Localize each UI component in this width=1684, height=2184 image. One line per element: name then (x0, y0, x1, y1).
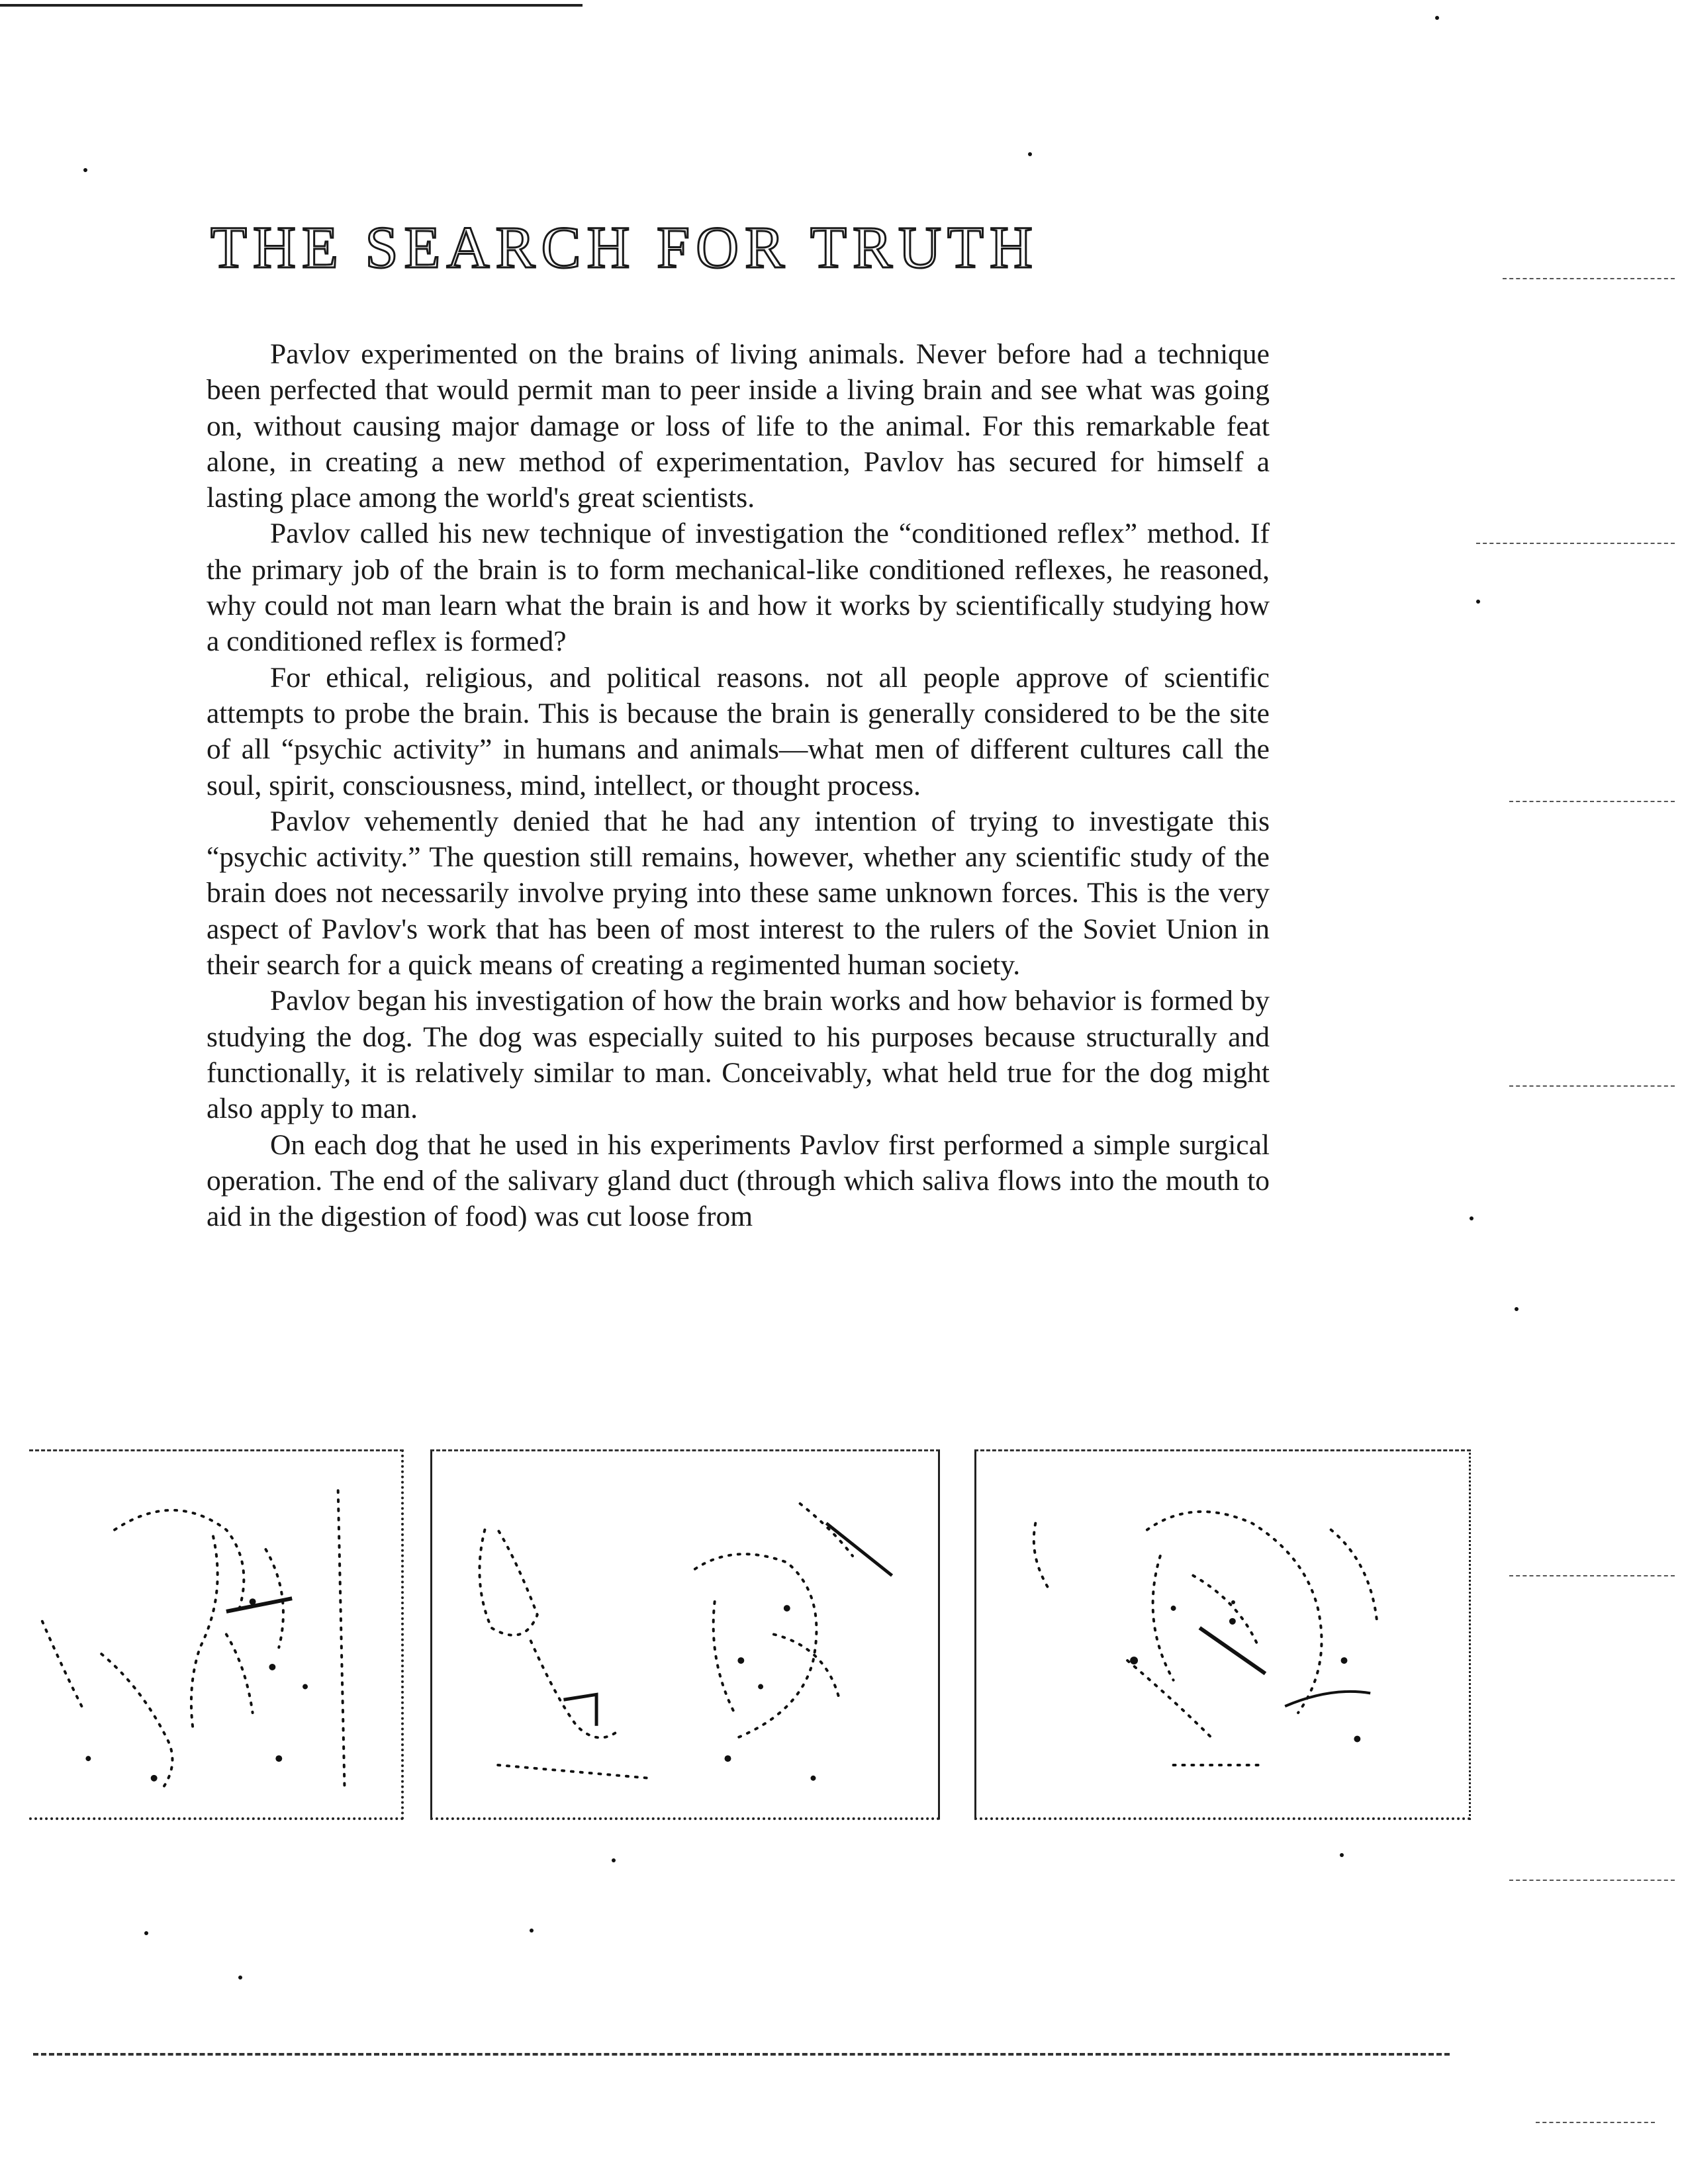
paragraph: Pavlov experimented on the brains of living animals. Never before had a technique been perfected that would permit man to peer inside a living brain and see what was going on, without causing major damage or loss of life to the animal. For this remarkable feat alone, in creating a new method of experimentation, Pavlov has secured for himself a lasting place among the world's great scientists. (207, 338, 1270, 514)
scan-speck (144, 1931, 148, 1935)
illustration-panel-right (974, 1449, 1471, 1820)
sketch-center (432, 1451, 938, 1817)
scan-speck (1435, 16, 1439, 20)
bottom-rule (33, 2053, 1450, 2056)
margin-rule (1476, 543, 1675, 544)
scan-speck (83, 168, 87, 172)
paragraph: Pavlov vehemently denied that he had any intention of trying to investigate this “psychic activity.” The question still remains, however, whether any scientific study of the brain does not necessarily involve prying into these same unknown forces. This is the very aspect of Pavlov's work that has been of most interest to the rulers of the Soviet Union in their search for a quick means of creating a regimented human society. (207, 805, 1270, 981)
scan-speck (1028, 152, 1032, 156)
scan-speck (1231, 1600, 1235, 1604)
scan-speck (238, 1976, 242, 1979)
paragraph: Pavlov called his new technique of investigation the “conditioned reflex” method. If the primary job of the brain is to form mechanical-like conditioned reflexes, he reasoned, why could not man learn what the brain is and how it works by scientifically studying how a conditioned reflex is formed? (207, 518, 1270, 658)
illustration-panel-center (430, 1449, 940, 1820)
scan-speck (1340, 1853, 1344, 1857)
margin-rule (1509, 1880, 1675, 1881)
margin-rule (1536, 2122, 1655, 2123)
margin-rule (1509, 1085, 1675, 1087)
margin-rule (1509, 801, 1675, 802)
scan-speck (1470, 1216, 1474, 1220)
margin-rule (1503, 278, 1675, 279)
scan-speck (1476, 600, 1480, 604)
article-body (207, 336, 1270, 1234)
paragraph: Pavlov began his investigation of how the brain works and how behavior is formed by studying the dog. The dog was especially suited to his purposes because structurally and functionally, it is relatively similar to man. Conceivably, what held true for the dog might also apply to man. (207, 985, 1270, 1125)
scan-speck (612, 1858, 616, 1862)
sketch-left (29, 1451, 401, 1817)
illustration-panel-left (29, 1449, 404, 1820)
top-rule (0, 4, 583, 7)
scan-speck (1515, 1307, 1519, 1311)
scan-speck (530, 1929, 534, 1933)
page-title: THE SEARCH FOR TRUTH (210, 215, 1039, 281)
margin-rule (1509, 1575, 1675, 1576)
paragraph: On each dog that he used in his experiments Pavlov first performed a simple surgical operation. The end of the salivary gland duct (through which saliva flows into the mouth to aid in the digestion of food) was cut loose from (207, 1128, 1270, 1233)
sketch-right (976, 1451, 1469, 1817)
paragraph: For ethical, religious, and political reasons. not all people approve of scientific attempts to probe the brain. This is because the brain is generally considered to be the site of all “psychic activity” in humans and animals—what men of different cultures call the soul, spirit, consciousness, mind, intellect, or thought process. (207, 661, 1270, 801)
